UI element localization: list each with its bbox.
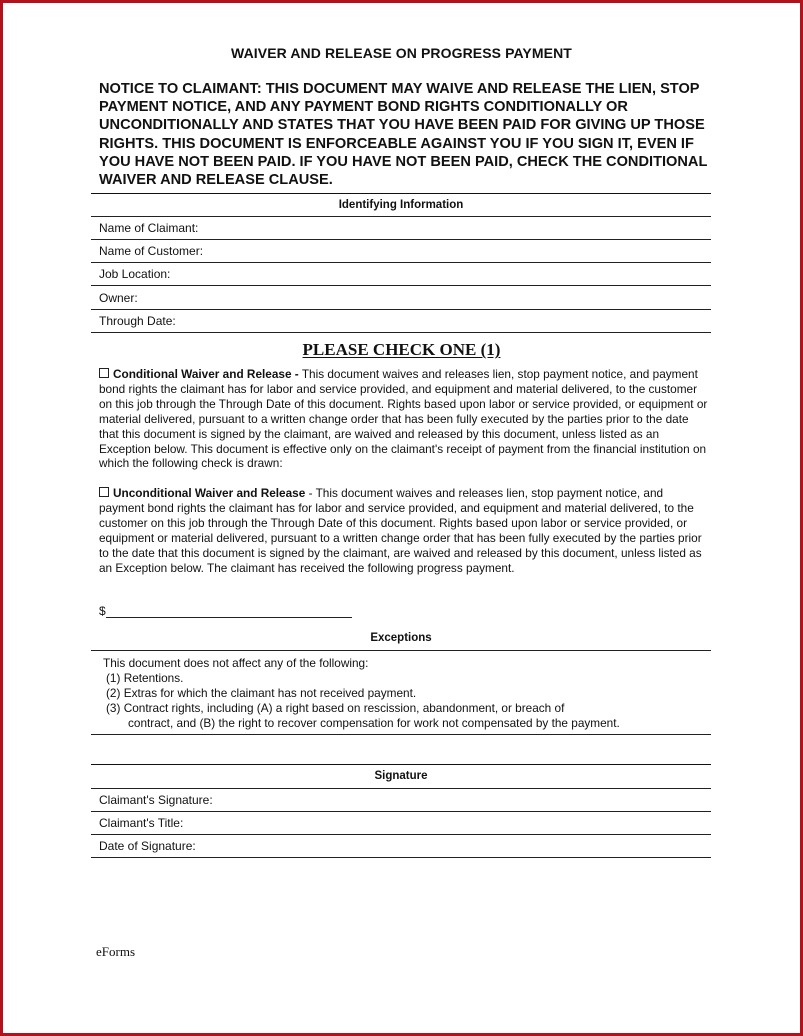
conditional-checkbox[interactable] (99, 368, 109, 378)
amount-line[interactable] (106, 605, 352, 618)
exceptions-heading: Exceptions (370, 632, 432, 644)
owner-field[interactable]: Owner: (99, 291, 138, 305)
divider (91, 193, 711, 194)
unconditional-checkbox[interactable] (99, 487, 109, 497)
signature-heading: Signature (374, 770, 428, 782)
document-title: WAIVER AND RELEASE ON PROGRESS PAYMENT (231, 45, 572, 61)
divider (91, 834, 711, 835)
divider (91, 262, 711, 263)
divider (91, 734, 711, 735)
divider (91, 216, 711, 217)
conditional-text: This document waives and releases lien, stop payment notice, and payment bond rights the claimant has for labor and service provided, and equipment and material delivered, to the customer on this job through the Through Date of this document. Rights based upon labor or service provided, or equipment or material delivered, pursuant to a written change order that has been fully executed by the parties prior to the date that this document is signed by the claimant, are waived and released by this document, unless listed as an Exception below. This document is effective only on the claimant's receipt of payment from the financial institution on which the following check is drawn: (99, 367, 708, 471)
divider (91, 285, 711, 286)
through-date-field[interactable]: Through Date: (99, 314, 176, 328)
divider (91, 788, 711, 789)
divider (91, 332, 711, 333)
divider (91, 650, 711, 651)
customer-name-field[interactable]: Name of Customer: (99, 244, 204, 258)
exception-item-continuation: contract, and (B) the right to recover compensation for work not compensated by the payment. (128, 715, 620, 730)
claimant-name-field[interactable]: Name of Claimant: (99, 221, 199, 235)
unconditional-label: Unconditional Waiver and Release (113, 486, 306, 500)
unconditional-clause (99, 486, 711, 575)
divider (91, 309, 711, 310)
claimant-title-field[interactable]: Claimant's Title: (99, 816, 184, 830)
exception-item: (1) Retentions. (106, 670, 184, 685)
identifying-heading: Identifying Information (338, 199, 464, 211)
payment-amount-field[interactable] (99, 604, 352, 618)
conditional-clause (99, 367, 711, 471)
exception-item: (2) Extras for which the claimant has not received payment. (106, 685, 417, 700)
job-location-field[interactable]: Job Location: (99, 267, 171, 281)
divider (91, 811, 711, 812)
exception-item: (3) Contract rights, including (A) a right based on rescission, abandonment, or breach of (106, 700, 565, 715)
divider (91, 764, 711, 765)
dollar-sign: $ (99, 604, 106, 618)
conditional-label: Conditional Waiver and Release - (113, 367, 299, 381)
notice-to-claimant: NOTICE TO CLAIMANT: THIS DOCUMENT MAY WAIVE AND RELEASE THE LIEN, STOP PAYMENT NOTICE, AND ANY PAYMENT BOND RIGHTS CONDITIONALLY OR UNCONDITIONALLY AND STATES THAT YOU HAVE BEEN PAID FOR GIVING UP THOSE RIGHTS. THIS DOCUMENT IS ENFORCEABLE AGAINST YOU IF YOU SIGN IT, EVEN IF YOU HAVE NOT BEEN PAID. IF YOU HAVE NOT BEEN PAID, CHECK THE CONDITIONAL WAIVER AND RELEASE CLAUSE. (99, 81, 708, 189)
divider (91, 857, 711, 858)
exceptions-list (103, 656, 703, 731)
divider (91, 239, 711, 240)
check-one-heading: PLEASE CHECK ONE (1) (302, 340, 501, 359)
exceptions-intro: This document does not affect any of the following: (103, 656, 369, 670)
claimant-signature-field[interactable]: Claimant's Signature: (99, 793, 213, 807)
unconditional-text: - This document waives and releases lien, stop payment notice, and payment bond rights the claimant has for labor and service provided, and equipment and material delivered, to the customer on this job through the Through Date of this document. Rights based upon labor or service provided, or equipment or material delivered, pursuant to a written change order that has been fully executed by the parties prior to the date that this document is signed by the claimant, are waived and released by this document, unless listed as an Exception below. The claimant has received the following progress payment. (99, 486, 702, 575)
signature-date-field[interactable]: Date of Signature: (99, 839, 196, 853)
eforms-logo: eForms (96, 944, 135, 959)
